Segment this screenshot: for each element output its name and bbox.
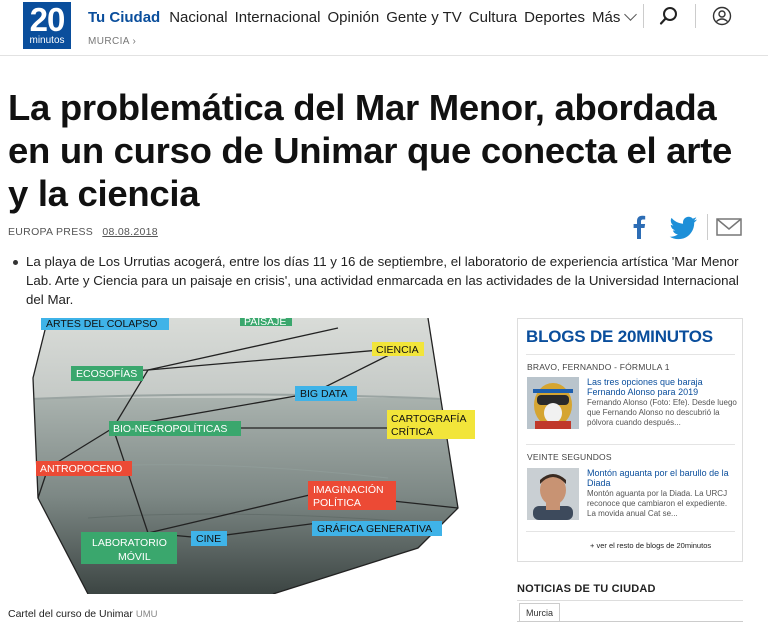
poster-label-politica: POLÍTICA bbox=[313, 497, 361, 509]
logo-number: 20 bbox=[29, 1, 65, 38]
nav-deportes[interactable]: Deportes bbox=[524, 8, 586, 26]
breadcrumb[interactable]: MURCIA › bbox=[88, 36, 137, 47]
blog-category[interactable]: BRAVO, FERNANDO - FÓRMULA 1 bbox=[527, 362, 670, 372]
poster-label-paisaje: PAISAJE bbox=[244, 318, 287, 328]
blog-thumbnail[interactable] bbox=[527, 468, 579, 520]
blogs-title[interactable]: BLOGS DE 20MINUTOS bbox=[526, 327, 713, 346]
nav-cultura[interactable]: Cultura bbox=[468, 8, 518, 26]
driver-helmet-image bbox=[527, 377, 579, 429]
search-icon[interactable] bbox=[659, 6, 679, 26]
blogs-divider bbox=[526, 531, 735, 532]
blog-excerpt: Fernando Alonso (Foto: Efe). Desde luego que Fernando Alonso no descubrió la pólvora cuando después... bbox=[587, 398, 737, 427]
nav-divider bbox=[643, 4, 644, 28]
site-logo[interactable] bbox=[23, 2, 71, 49]
nav-gente-tv[interactable]: Gente y TV bbox=[386, 8, 462, 26]
portrait-image bbox=[527, 468, 579, 520]
blog-excerpt: Montón aguanta por la Diada. La URCJ reconoce que cambiaron el expediente. La movida anual Cat se... bbox=[587, 489, 728, 518]
poster-label-antropoceno: ANTROPOCENO bbox=[40, 463, 123, 475]
nav-mas[interactable] bbox=[592, 9, 635, 26]
summary-text: La playa de Los Urrutias acogerá, entre los días 11 y 16 de septiembre, el laboratorio de experiencia artística 'Mar Menor Lab. Arte y Ciencia para un paisaje en crisis', una actividad enmarcada en las actividades de la Universidad Internacional del Mar. bbox=[26, 254, 739, 307]
facebook-icon[interactable] bbox=[624, 212, 654, 242]
poster-label-artes: ARTES DEL COLAPSO bbox=[46, 318, 158, 330]
more-blogs-link[interactable]: + ver el resto de blogs de 20minutos bbox=[590, 541, 712, 550]
bullet-icon bbox=[13, 260, 18, 265]
nav-nacional[interactable]: Nacional bbox=[169, 8, 228, 26]
nav-internacional[interactable]: Internacional bbox=[234, 8, 321, 26]
city-news-title: NOTICIAS DE TU CIUDAD bbox=[517, 583, 656, 595]
article-source[interactable]: EUROPA PRESS bbox=[8, 226, 94, 238]
poster-label-imaginacion: IMAGINACIÓN bbox=[313, 484, 384, 496]
nav-opinion[interactable]: Opinión bbox=[327, 8, 380, 26]
article-image[interactable] bbox=[8, 318, 502, 594]
image-caption bbox=[8, 608, 158, 620]
caption-credit: UMU bbox=[135, 609, 158, 620]
tab-murcia[interactable]: Murcia bbox=[519, 603, 560, 622]
chevron-down-icon bbox=[625, 8, 638, 21]
poster-label-bigdata: BIG DATA bbox=[300, 388, 348, 400]
poster-graphic bbox=[8, 318, 502, 594]
poster-label-laboratorio: LABORATORIO bbox=[92, 537, 167, 549]
mail-icon[interactable] bbox=[714, 212, 744, 242]
poster-label-ciencia: CIENCIA bbox=[376, 344, 419, 356]
poster-label-bionecro: BIO-NECROPOLÍTICAS bbox=[113, 423, 228, 435]
nav-tu-ciudad[interactable]: Tu Ciudad bbox=[88, 8, 161, 26]
city-news-divider bbox=[517, 600, 743, 601]
blogs-divider bbox=[526, 354, 735, 355]
blog-title-link[interactable]: Montón aguanta por el barullo de la Diada bbox=[587, 468, 729, 488]
poster-label-cine: CINE bbox=[196, 533, 222, 545]
user-icon[interactable] bbox=[712, 6, 732, 26]
blog-category[interactable]: VEINTE SEGUNDOS bbox=[527, 452, 612, 462]
article-date: 08.08.2018 bbox=[102, 226, 158, 238]
poster-label-ecosofias: ECOSOFÍAS bbox=[76, 368, 138, 380]
nav-mas-label: Más bbox=[592, 8, 621, 26]
article-byline bbox=[8, 226, 158, 238]
blog-thumbnail[interactable] bbox=[527, 377, 579, 429]
twitter-icon[interactable] bbox=[666, 212, 700, 242]
poster-label-critica: CRÍTICA bbox=[391, 426, 433, 438]
main-nav bbox=[88, 6, 642, 28]
poster-label-movil: MÓVIL bbox=[118, 551, 151, 563]
article-summary bbox=[10, 252, 750, 309]
blogs-divider bbox=[526, 444, 735, 445]
nav-divider bbox=[695, 4, 696, 28]
share-divider bbox=[707, 214, 708, 240]
poster-label-grafica: GRÁFICA GENERATIVA bbox=[317, 523, 433, 535]
poster-label-cartografia: CARTOGRAFÍA bbox=[391, 413, 467, 425]
blogs-widget bbox=[517, 318, 743, 562]
top-navigation-bar bbox=[0, 0, 768, 52]
header-divider bbox=[0, 55, 768, 56]
blog-title-link[interactable]: Las tres opciones que baraja Fernando Alonso para 2019 bbox=[587, 377, 703, 397]
caption-text: Cartel del curso de Unimar bbox=[8, 608, 133, 620]
article-headline: La problemática del Mar Menor, abordada en un curso de Unimar que conecta el arte y la ciencia bbox=[8, 87, 732, 214]
logo-word: minutos bbox=[29, 35, 65, 46]
tab-divider bbox=[517, 621, 743, 622]
